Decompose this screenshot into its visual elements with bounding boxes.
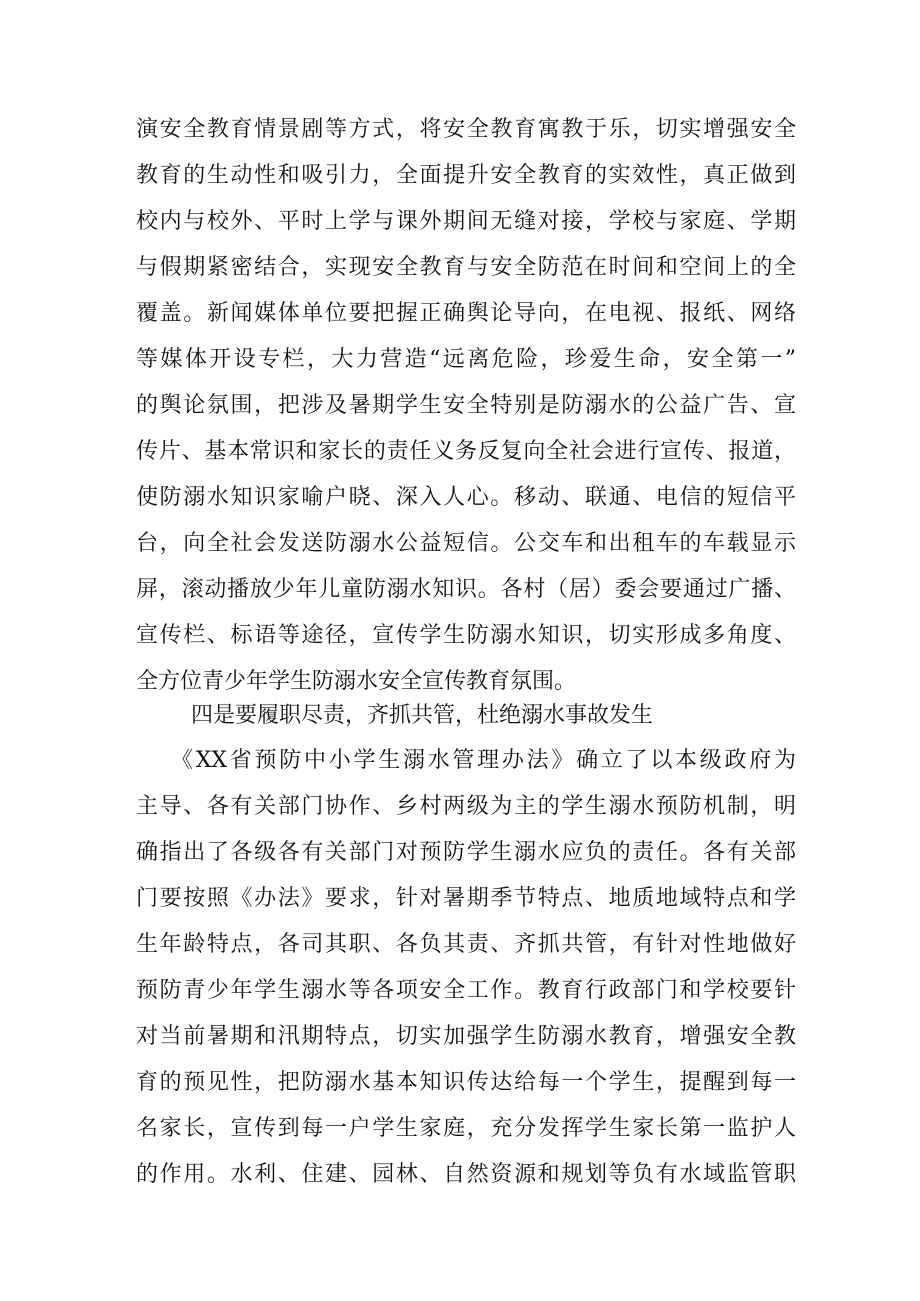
paragraph-line: 与假期紧密结合，实现安全教育与安全防范在时间和空间上的全 [136,255,796,280]
paragraph-line: 演安全教育情景剧等方式，将安全教育寓教于乐，切实增强安全 [136,117,796,142]
paragraph-line: 台，向全社会发送防溺水公益短信。公交车和出租车的车载显示 [136,531,796,556]
paragraph-line: 名家长，宣传到每一户学生家庭，充分发挥学生家长第一监护人 [136,1116,796,1141]
paragraph-line: 门要按照《办法》要求，针对暑期季节特点、地质地域特点和学 [136,886,796,911]
paragraph-1 [136,107,796,705]
paragraph-line: 《XX省预防中小学生溺水管理办法》确立了以本级政府为 [171,748,796,773]
paragraph-line: 主导、各有关部门协作、乡村两级为主的学生溺水预防机制，明 [136,794,796,819]
paragraph-line: 宣传栏、标语等途径，宣传学生防溺水知识，切实形成多角度、 [136,623,796,648]
paragraph-line: 对当前暑期和汛期特点，切实加强学生防溺水教育，增强安全教 [136,1024,796,1049]
paragraph-line: 使防溺水知识家喻户晓、深入人心。移动、联通、电信的短信平 [136,485,796,510]
section-heading: 四是要履职尽责，齐抓共管，杜绝溺水事故发生 [191,703,654,728]
paragraph-line: 校内与校外、平时上学与课外期间无缝对接，学校与家庭、学期 [136,209,796,234]
paragraph-line: 的舆论氛围，把涉及暑期学生安全特别是防溺水的公益广告、宣 [136,393,796,418]
paragraph-line: 等媒体开设专栏，大力营造“远离危险，珍爱生命，安全第一” [136,347,796,372]
paragraph-2 [136,738,796,1198]
paragraph-line: 的作用。水利、住建、园林、自然资源和规划等负有水域监管职 [136,1162,796,1187]
paragraph-line: 确指出了各级各有关部门对预防学生溺水应负的责任。各有关部 [136,840,796,865]
paragraph-line: 生年龄特点，各司其职、各负其责、齐抓共管，有针对性地做好 [136,932,796,957]
paragraph-line: 覆盖。新闻媒体单位要把握正确舆论导向，在电视、报纸、网络 [136,301,796,326]
paragraph-line: 育的预见性，把防溺水基本知识传达给每一个学生，提醒到每一 [136,1070,796,1095]
paragraph-line: 预防青少年学生溺水等各项安全工作。教育行政部门和学校要针 [136,978,796,1003]
paragraph-line: 教育的生动性和吸引力，全面提升安全教育的实效性，真正做到 [136,163,796,188]
paragraph-line: 传片、基本常识和家长的责任义务反复向全社会进行宣传、报道， [136,439,796,464]
paragraph-line: 屏，滚动播放少年儿童防溺水知识。各村（居）委会要通过广播、 [136,577,796,602]
paragraph-line: 全方位青少年学生防溺水安全宣传教育氛围。 [136,669,577,694]
